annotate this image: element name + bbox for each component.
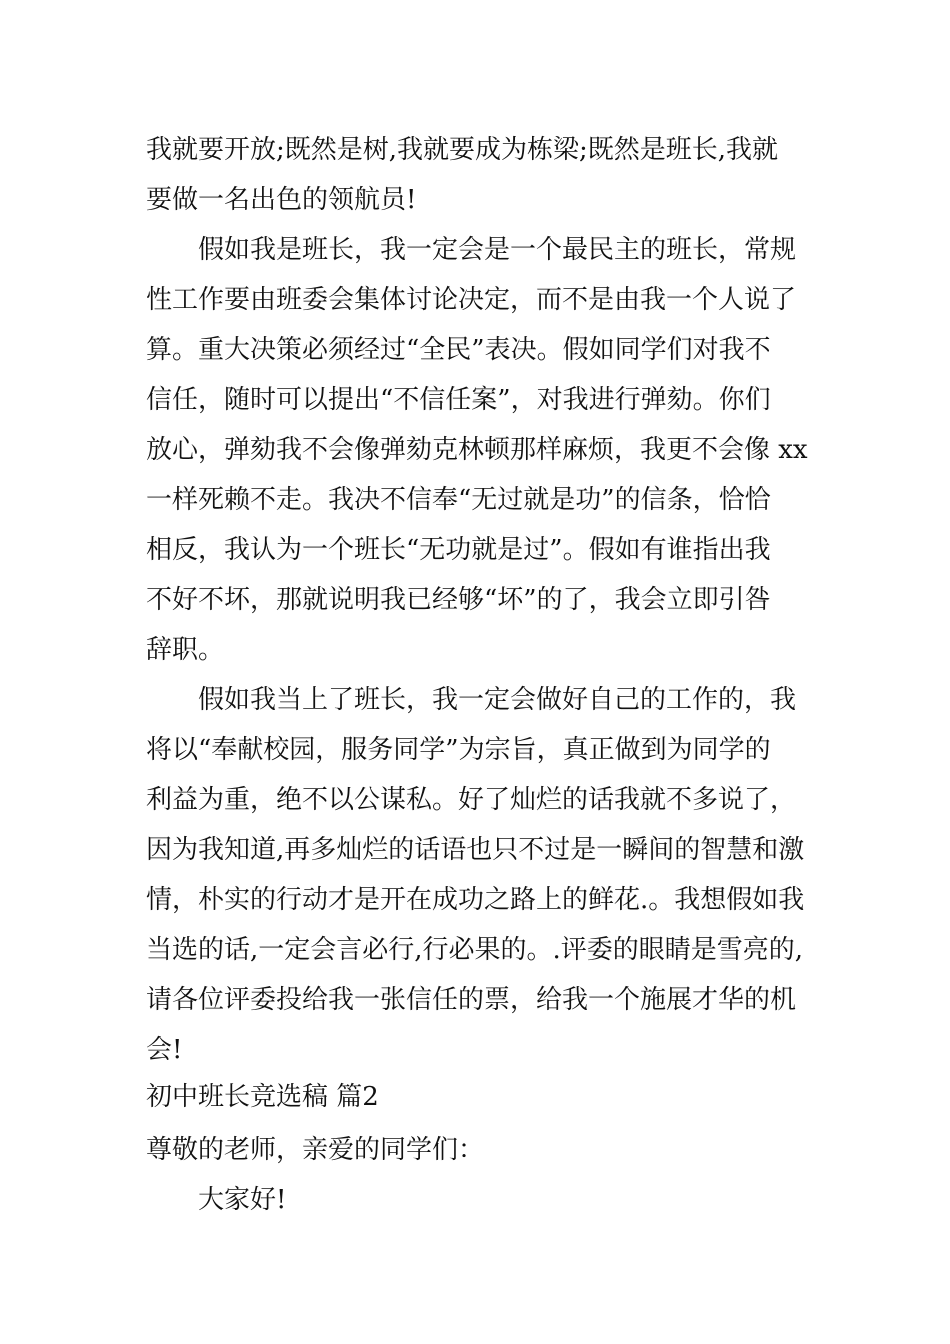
paragraph-line: 当选的话,一定会言必行,行必果的。.评委的眼睛是雪亮的, (146, 935, 804, 965)
paragraph-first-line: 假如我是班长，我一定会是一个最民主的班长，常规 (198, 235, 797, 265)
paragraph-line: 要做一名出色的领航员! (146, 185, 417, 215)
greeting: 大家好! (198, 1185, 287, 1215)
paragraph-line: 不好不坏，那就说明我已经够“坏”的了，我会立即引咎 (146, 585, 771, 615)
paragraph-line: 我就要开放;既然是树,我就要成为栋梁;既然是班长,我就 (146, 135, 779, 165)
paragraph-line: 相反，我认为一个班长“无功就是过”。假如有谁指出我 (146, 535, 771, 565)
paragraph-line: 因为我知道,再多灿烂的话语也只不过是一瞬间的智慧和激 (146, 835, 805, 865)
paragraph-line: 信任，随时可以提出“不信任案”，对我进行弹劾。你们 (146, 385, 771, 415)
paragraph-line: 将以“奉献校园，服务同学”为宗旨，真正做到为同学的 (146, 735, 771, 765)
paragraph-line: 情，朴实的行动才是开在成功之路上的鲜花.。我想假如我 (146, 885, 805, 915)
paragraph-first-line: 假如我当上了班长，我一定会做好自己的工作的，我 (198, 685, 797, 715)
paragraph-line: 算。重大决策必须经过“全民”表决。假如同学们对我不 (146, 335, 771, 365)
paragraph-line: 利益为重，绝不以公谋私。好了灿烂的话我就不多说了， (146, 785, 797, 815)
salutation: 尊敬的老师，亲爱的同学们： (146, 1135, 485, 1165)
paragraph-line: 一样死赖不走。我决不信奉“无过就是功”的信条，恰恰 (146, 485, 771, 515)
section-heading: 初中班长竞选稿 篇2 (146, 1082, 379, 1112)
paragraph-line: 会! (146, 1035, 183, 1065)
paragraph-line: 请各位评委投给我一张信任的票，给我一个施展才华的机 (146, 985, 797, 1015)
paragraph-line: 性工作要由班委会集体讨论决定，而不是由我一个人说了 (146, 285, 797, 315)
paragraph-line: 辞职。 (146, 635, 225, 665)
paragraph-line: 放心，弹劾我不会像弹劾克林顿那样麻烦，我更不会像 xx (146, 435, 808, 465)
